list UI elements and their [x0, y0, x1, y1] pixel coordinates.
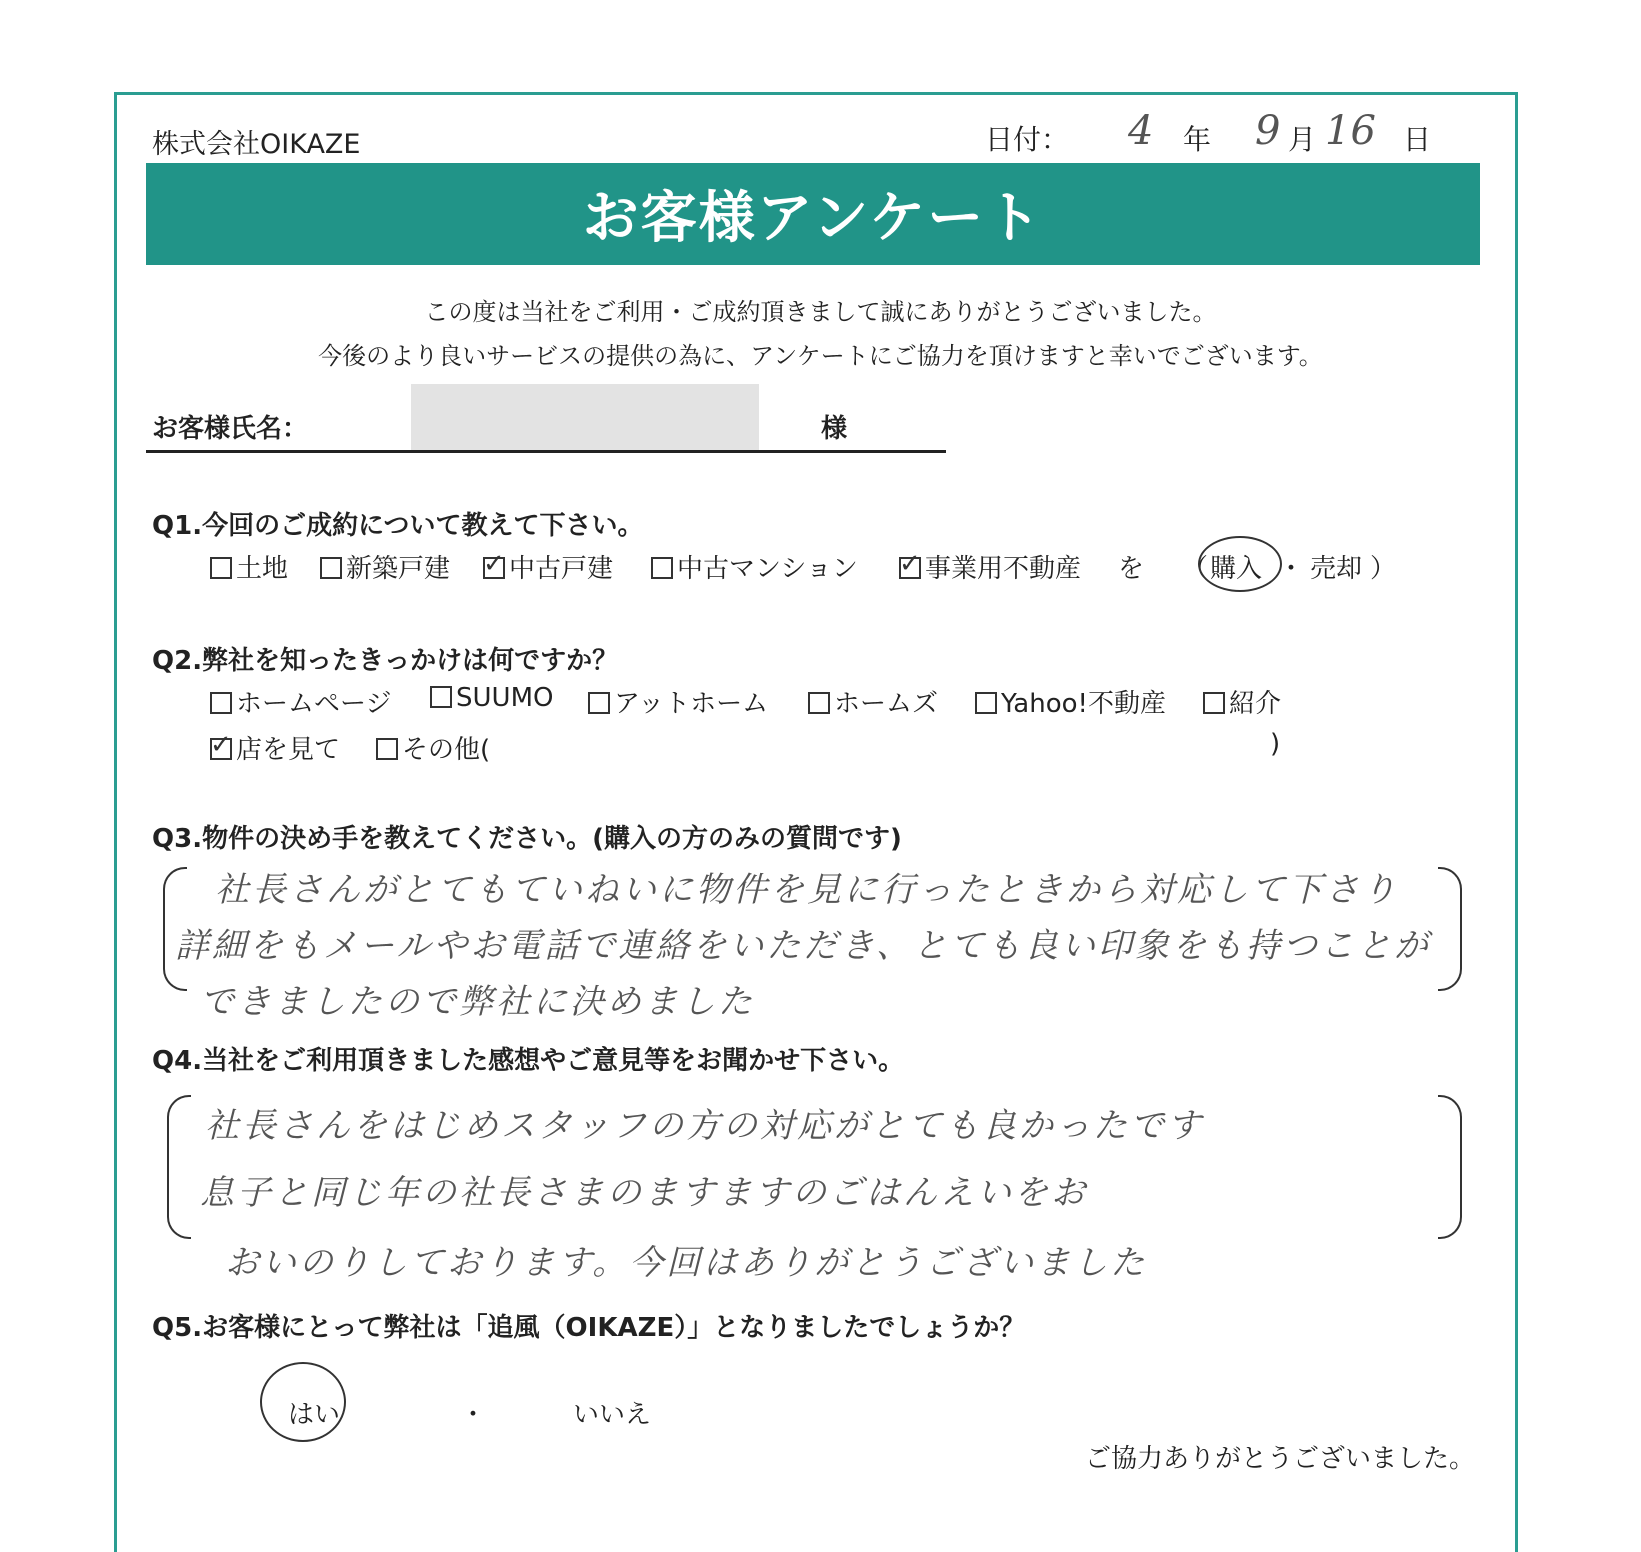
q4-bracket-left [167, 1095, 191, 1239]
q3-bracket-right [1438, 867, 1462, 991]
q1-buy[interactable]: 購入 [1210, 554, 1263, 584]
checkbox-icon[interactable] [210, 557, 232, 579]
checkbox-icon[interactable] [651, 557, 673, 579]
thanks-message: ご協力ありがとうございました。 [1085, 1444, 1476, 1474]
date-month-unit: 月 [1288, 123, 1317, 156]
customer-name-redacted [411, 384, 759, 450]
q2-option-saw-store[interactable]: ✓店を見て [210, 729, 340, 766]
date-year-unit: 年 [1183, 123, 1212, 156]
q4-answer-line-3: おいのりしております。今回はありがとうございました [225, 1243, 1148, 1283]
buy-circle-mark [1198, 536, 1282, 592]
date-day-unit: 日 [1403, 123, 1432, 156]
q2-option-suumo[interactable]: SUUMO [430, 683, 553, 713]
q1-wo: を [1118, 554, 1145, 584]
checkbox-checked-icon[interactable] [210, 738, 232, 760]
q3-answer-line-2: 詳細をもメールやお電話で連絡をいただき、とても良い印象をも持つことが [175, 926, 1431, 966]
date-label: 日付： [985, 123, 1070, 156]
title-banner [146, 163, 1480, 265]
q4-bracket-right [1438, 1095, 1462, 1239]
checkbox-checked-icon[interactable] [483, 557, 505, 579]
q1-paren-open: （ [1182, 554, 1209, 584]
q3-answer-line-1: 社長さんがとてもていねいに物件を見に行ったときから対応して下さり [215, 870, 1399, 910]
q1-option-land[interactable]: 土地 [210, 548, 288, 585]
date-day: 16 [1325, 108, 1376, 154]
q2-option-homepage[interactable]: ホームページ [210, 683, 391, 720]
q1-question: Q1.今回のご成約について教えて下さい。 [152, 511, 644, 541]
customer-name-label: お客様氏名： [152, 414, 309, 444]
intro-line-1: この度は当社をご利用・ご成約頂きまして誠にありがとうございました。 [424, 298, 1217, 326]
q2-option-yahoo[interactable]: Yahoo!不動産 [975, 683, 1166, 720]
q4-answer-line-2: 息子と同じ年の社長さまのますますのごはんえいをお [200, 1173, 1088, 1213]
q5-dot: ・ [460, 1400, 487, 1430]
q5-yes[interactable]: はい [288, 1400, 341, 1430]
intro-line-2: 今後のより良いサービスの提供の為に、アンケートにご協力を頂けますと幸いでございます。 [318, 342, 1323, 370]
checkbox-icon[interactable] [210, 692, 232, 714]
q3-question: Q3.物件の決め手を教えてください。(購入の方のみの質問です) [152, 824, 902, 854]
q5-question: Q5.お客様にとって弊社は「追風（OIKAZE）」となりましたでしょうか？ [152, 1313, 1026, 1343]
q2-other-close: ) [1270, 729, 1281, 759]
q5-no[interactable]: いいえ [573, 1400, 652, 1430]
company-name: 株式会社OIKAZE [152, 129, 361, 160]
q1-option-used-mansion[interactable]: 中古マンション [651, 548, 858, 585]
q1-paren-close: ） [1370, 554, 1397, 584]
checkbox-icon[interactable] [320, 557, 342, 579]
checkbox-checked-icon[interactable] [899, 557, 921, 579]
q1-option-business-property[interactable]: ✓ 事業用不動産 [899, 548, 1081, 585]
q2-option-homes[interactable]: ホームズ [808, 683, 938, 720]
yes-circle-mark [260, 1362, 346, 1442]
customer-name-suffix: 様 [821, 414, 848, 444]
checkbox-icon[interactable] [808, 692, 830, 714]
q4-answer-line-1: 社長さんをはじめスタッフの方の対応がとても良かったです [205, 1106, 1204, 1146]
q2-option-other[interactable]: その他( [376, 729, 490, 766]
page-title: お客様アンケート [582, 186, 1044, 251]
q1-sell[interactable]: 売却 [1310, 554, 1363, 584]
q1-dot: ・ [1278, 554, 1305, 584]
checkbox-icon[interactable] [588, 692, 610, 714]
checkbox-icon[interactable] [975, 692, 997, 714]
q4-question: Q4.当社をご利用頂きました感想やご意見等をお聞かせ下さい。 [152, 1046, 905, 1076]
q2-question: Q2.弊社を知ったきっかけは何ですか？ [152, 646, 619, 676]
q2-option-athome[interactable]: アットホーム [588, 683, 768, 720]
q1-option-new-house[interactable]: 新築戸建 [320, 548, 450, 585]
q3-answer-line-3: できましたので弊社に決めました [200, 982, 755, 1022]
customer-name-underline [146, 450, 946, 453]
date-month: 9 [1255, 108, 1281, 154]
q2-option-referral[interactable]: 紹介 [1203, 683, 1281, 720]
checkbox-icon[interactable] [1203, 692, 1225, 714]
checkbox-icon[interactable] [430, 686, 452, 708]
checkbox-icon[interactable] [376, 738, 398, 760]
q1-option-used-house[interactable]: ✓ 中古戸建 [483, 548, 613, 585]
date-year: 4 [1128, 108, 1154, 154]
